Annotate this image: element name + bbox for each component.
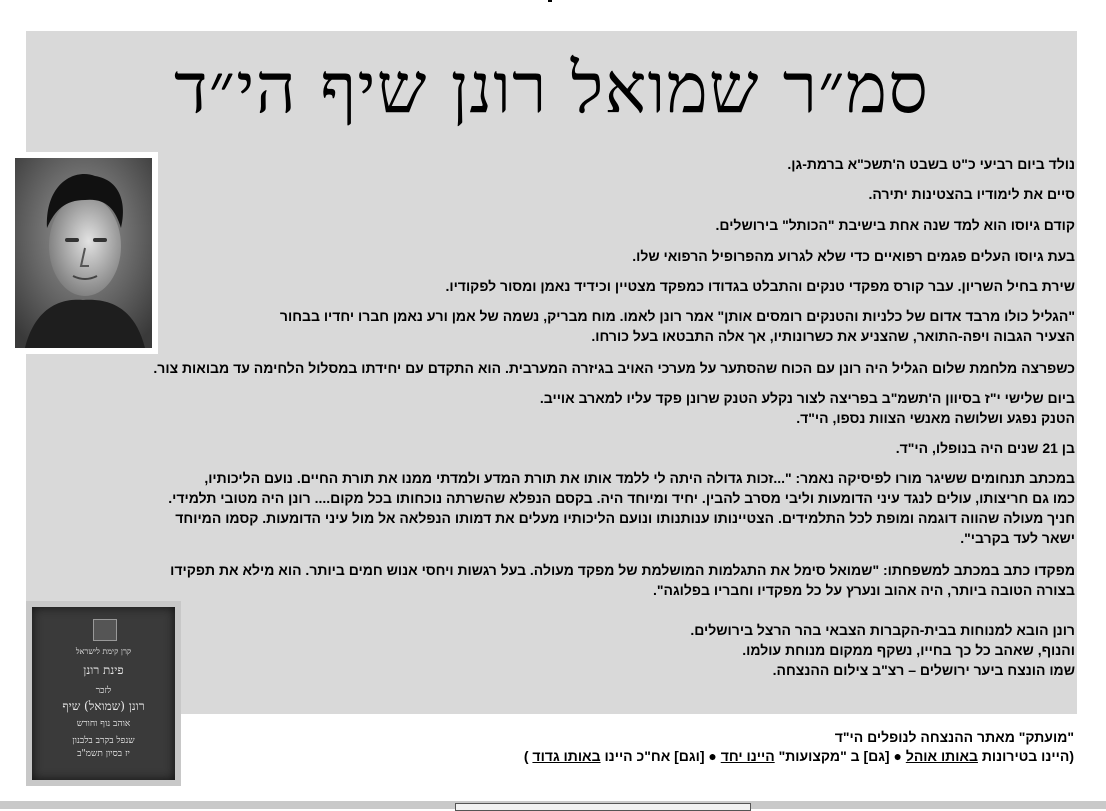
plaque-line: אוהב נוף וחורש: [76, 719, 131, 729]
emblem-icon: [93, 619, 117, 641]
bio-war: כשפרצה מלחמת שלום הגליל היה רונן עם הכוח שהסתער על מערכי האויב בגיזרה המערבית. הוא התקדם עם יחידתו במסלול הלחימה עד מבואות צור.: [153, 360, 1075, 376]
plaque-line: לזכר: [95, 686, 112, 696]
memorial-plaque-photo: [26, 601, 181, 786]
bio-teacher-line-4: ישאר לעד בקרבי".: [960, 530, 1075, 546]
bio-studies: סיים את לימודיו בהצטינות יתירה.: [868, 186, 1075, 202]
plaque-line: פינת רונן: [83, 663, 124, 677]
footer-text: ● [גם] ב "מקצועות": [774, 748, 902, 764]
page-title: סמ״ר שמואל רונן שיף הי״ד: [174, 47, 929, 129]
bio-teacher-line-2: כמו גם חריצותו, עולים לנגד עיני הדומעות וליבי מסרב להבין. יחיד ומיוחד היה. בקסם הנפלא שהשרתה נוכחותו בכל מקום.... רונן היה מטובי תלמידי.: [168, 490, 1075, 506]
bottom-box: [455, 803, 751, 811]
footer-credits: [524, 728, 1074, 766]
link-same-battalion[interactable]: באותו גדוד: [532, 748, 601, 764]
footer-links-line: [524, 747, 1074, 766]
plaque-line: רונן (שמואל) שיף: [62, 699, 145, 713]
plaque-line: יז בסיון תשמ"ב: [77, 749, 130, 759]
bio-fall-line-2: הטנק נפגע ושלושה מאנשי הצוות נספו, הי"ד.: [796, 410, 1075, 426]
bio-draft: בעת גיוסו העלים פגמים רפואיים כדי שלא לגרוע מהפרופיל הרפואי שלו.: [632, 248, 1075, 264]
footer-source: "מועתק" מאתר ההנצחה לנופלים הי"ד: [834, 729, 1074, 745]
plaque-line: קרן קימת לישראל: [75, 647, 132, 656]
bio-service: שירת בחיל השריון. עבר קורס מפקדי טנקים והתבלט בגדודו כמפקד מצטיין וכידיד נאמן ומסור לפקודיו.: [445, 278, 1075, 294]
link-together[interactable]: היינו יחד: [720, 748, 775, 764]
bio-text: [25, 154, 1075, 694]
bio-teacher-line-3: חניך מעולה שהווה דוגמה ומופת לכל התלמידים. הצטיינותו ענותנותו ונועם הליכותיו מעלים את דמותו הנפלאה אל מול עיני הדומעות. קסמו המיוחד: [175, 510, 1075, 526]
footer-text: ): [523, 748, 529, 764]
bio-commander-line-2: בצורה הטובה ביותר, היה אהוב ונערץ על כל מפקדיו וחבריו בפלוגה".: [652, 582, 1075, 598]
bio-birth: נולד ביום רביעי כ"ט בשבט ה'תשכ"א ברמת-גן.: [787, 156, 1075, 172]
bio-burial-line-3: שמו הונצח ביער ירושלים – רצ"ב צילום ההנצחה.: [772, 662, 1075, 678]
memorial-plaque: [32, 607, 175, 780]
top-marker: [548, 0, 552, 2]
bio-yeshiva: קודם גיוסו הוא למד שנה אחת בישיבת "הכותל" בירושלים.: [715, 217, 1075, 233]
bio-quote-line-2: הצעיר הגבוה ויפה-התואר, שהצניע את כשרונותיו, אך אלה התבטאו בעל כורחו.: [591, 328, 1075, 344]
bio-quote-line-1: "הגליל כולו מרבד אדום של כלניות והטנקים רומסים אותן" אמר רונן לאמו. מוח מבריק, נשמה של אמן ורע נאמן חברו יחדיו בבחור: [279, 308, 1075, 324]
bio-burial-line-1: רונן הובא למנוחות בבית-הקברות הצבאי בהר הרצל בירושלים.: [690, 622, 1075, 638]
bio-commander-line-1: מפקדו כתב במכתב למשפחתו: "שמואל סימל את התגלמות המושלמת של מפקד מעולה. בעל רגשות ויחסי אנוש חמים ביותר. הוא מילא את תפקידו: [170, 562, 1075, 578]
link-same-tent[interactable]: באותו אוהל: [905, 748, 978, 764]
bio-teacher-line-1: במכתב תנחומים ששיגר מורו לפיסיקה נאמר: "...זכות גדולה היתה לי ללמד אותו את תורת המדע ולמדתי ממנו את תורת החיים. נועם הליכותיו,: [204, 470, 1075, 486]
footer-text: ● [וגם] אח"כ היינו: [600, 748, 717, 764]
bio-fall-line-1: ביום שלישי י"ז בסיוון ה'תשמ"ב בפריצה לצור נקלע הטנק שרונן פקד עליו למארב אוייב.: [539, 390, 1075, 406]
bio-burial-line-2: והנוף, שאהב כל כך בחייו, נשקף ממקום מנוחת עולמו.: [742, 642, 1075, 658]
footer-text: (היינו בטירונות: [981, 748, 1074, 764]
bio-age: בן 21 שנים היה בנופלו, הי"ד.: [895, 440, 1075, 456]
plaque-line: שנפל בקרב בלבנון: [72, 736, 135, 746]
